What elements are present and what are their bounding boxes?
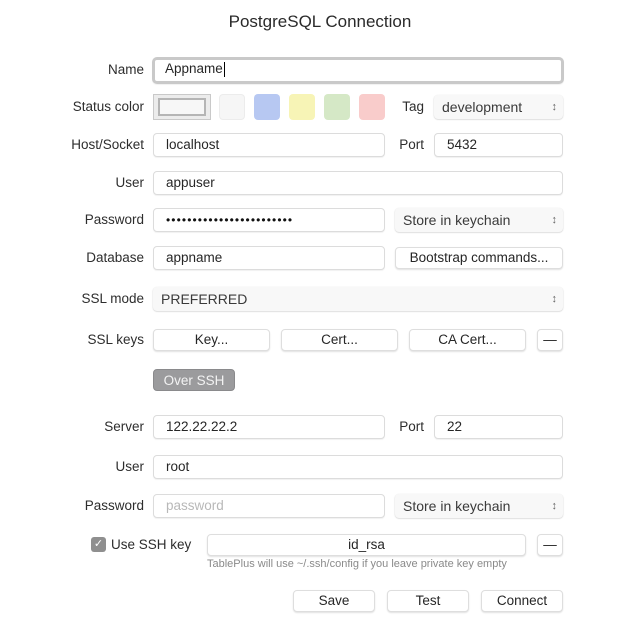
ssh-server-label: Server [104, 419, 144, 434]
ssh-user-input[interactable]: root [153, 455, 563, 479]
status-color-label: Status color [72, 99, 144, 114]
ssh-key-hint: TablePlus will use ~/.ssh/config if you leave private key empty [207, 558, 507, 570]
ssh-password-storage-value: Store in keychain [403, 498, 511, 514]
ssh-password-input[interactable] [153, 494, 385, 518]
name-input[interactable] [152, 57, 564, 84]
status-color-blue-swatch[interactable] [254, 94, 280, 120]
save-button[interactable]: Save [293, 590, 375, 612]
updown-chevron-icon: ↕ [551, 500, 557, 512]
port-input[interactable]: 5432 [434, 133, 563, 157]
user-label: User [115, 175, 144, 190]
updown-chevron-icon: ↕ [551, 293, 557, 305]
tag-select[interactable] [434, 95, 563, 119]
text-caret [224, 62, 225, 77]
tag-value: development [442, 99, 523, 115]
ssh-key-remove-button[interactable]: — [537, 534, 563, 556]
use-ssh-key-label: Use SSH key [111, 537, 192, 552]
ssl-ca-cert-button[interactable]: CA Cert... [409, 329, 526, 351]
user-input[interactable]: appuser [153, 171, 563, 195]
ssh-key-file-button[interactable]: id_rsa [207, 534, 526, 556]
status-color-none-swatch[interactable] [153, 94, 211, 120]
ssl-cert-button[interactable]: Cert... [281, 329, 398, 351]
password-storage-value: Store in keychain [403, 212, 511, 228]
over-ssh-toggle[interactable]: Over SSH [153, 369, 235, 391]
ssl-keys-label: SSL keys [87, 332, 144, 347]
name-value: Appname [165, 61, 223, 76]
host-label: Host/Socket [71, 137, 144, 152]
use-ssh-key-checkbox[interactable] [91, 537, 106, 552]
connect-button[interactable]: Connect [481, 590, 563, 612]
ssl-keys-remove-button[interactable]: — [537, 329, 563, 351]
password-label: Password [84, 212, 144, 227]
checkmark-icon: ✓ [93, 538, 104, 550]
test-button[interactable]: Test [387, 590, 469, 612]
password-storage-select[interactable] [395, 208, 563, 232]
name-label: Name [107, 62, 144, 77]
bootstrap-commands-button[interactable]: Bootstrap commands... [395, 247, 563, 269]
ssh-port-input[interactable]: 22 [434, 415, 563, 439]
ssl-mode-select[interactable] [153, 287, 563, 311]
ssl-key-button[interactable]: Key... [153, 329, 270, 351]
updown-chevron-icon: ↕ [551, 101, 557, 113]
database-input[interactable]: appname [153, 246, 385, 270]
ssh-port-label: Port [399, 419, 424, 434]
status-color-white-swatch[interactable] [219, 94, 245, 120]
dialog-title: PostgreSQL Connection [228, 12, 412, 31]
tag-label: Tag [402, 99, 424, 114]
port-label: Port [399, 137, 424, 152]
ssh-server-input[interactable]: 122.22.22.2 [153, 415, 385, 439]
password-input[interactable]: •••••••••••••••••••••••• [153, 208, 385, 232]
ssh-password-placeholder: password [166, 498, 224, 513]
database-label: Database [86, 250, 144, 265]
updown-chevron-icon: ↕ [551, 214, 557, 226]
ssh-password-storage-select[interactable] [395, 494, 563, 518]
ssl-mode-value: PREFERRED [161, 291, 248, 307]
host-input[interactable]: localhost [153, 133, 385, 157]
ssh-password-label: Password [84, 498, 144, 513]
ssh-user-label: User [115, 459, 144, 474]
ssl-mode-label: SSL mode [81, 291, 144, 306]
